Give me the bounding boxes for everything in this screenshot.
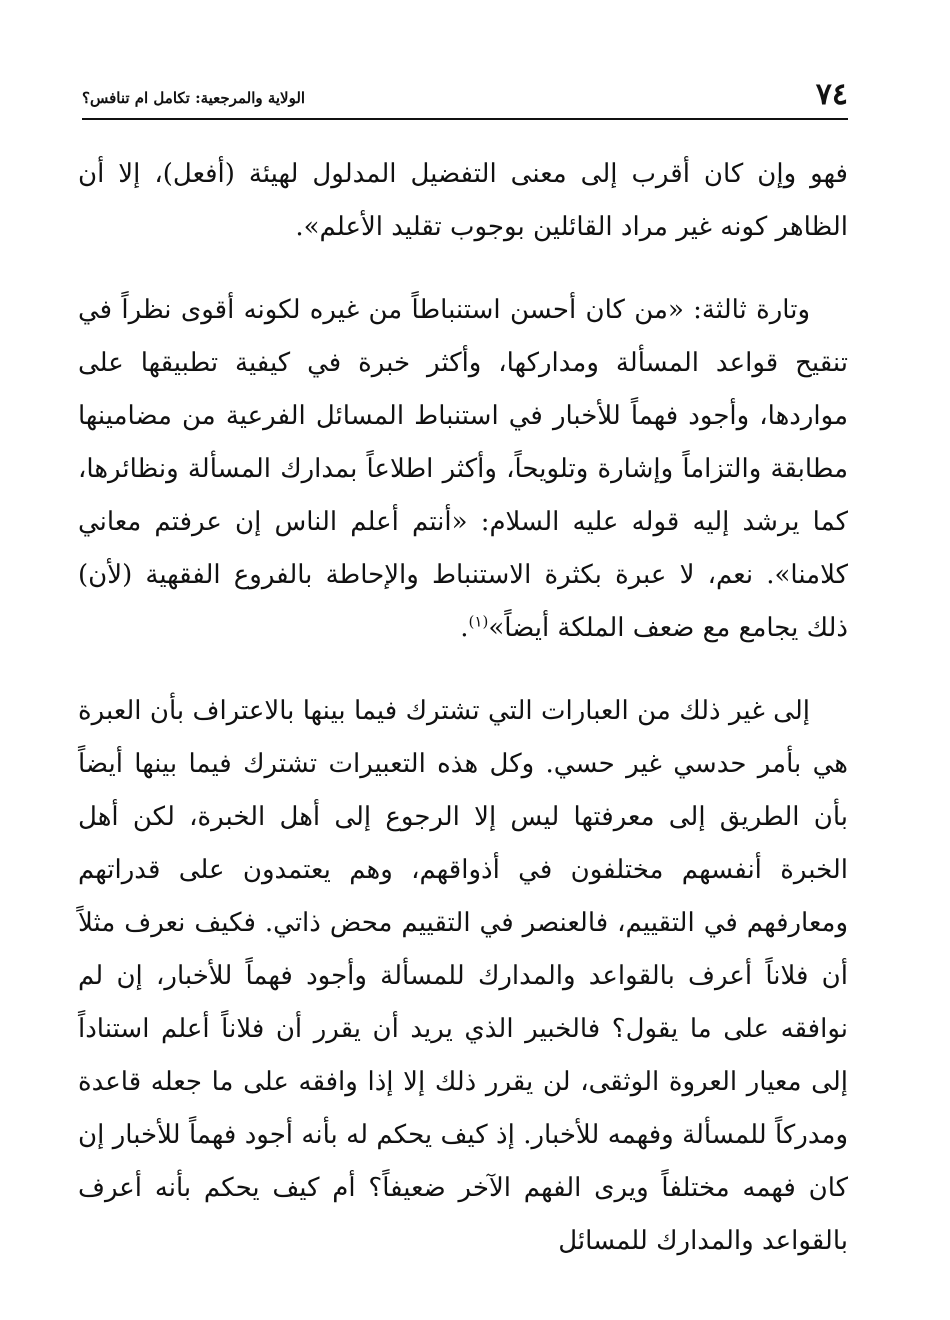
- paragraph-2-end: .: [460, 613, 469, 643]
- paragraph-gap: [78, 254, 848, 284]
- paragraph-1: فهو وإن كان أقرب إلى معنى التفضيل المدلول لهيئة (أفعل)، إلا أن الظاهر كونه غير مراد القائلين بوجوب تقليد الأعلم».: [78, 159, 848, 242]
- paragraph-gap: [78, 655, 848, 685]
- header-divider: [82, 118, 848, 120]
- page-header: [82, 78, 848, 118]
- paragraph-2-text: وتارة ثالثة: «من كان أحسن استنباطاً من غيره لكونه أقوى نظراً في تنقيح قواعد المسألة ومداركها، وأكثر خبرة في كيفية تطبيقها على مواردها، وأجود فهماً للأخبار في استنباط المسائل الفرعية من مضامينها مطابقة والتزاماً وإشارة وتلويحاً، وأكثر اطلاعاً بمدارك المسألة ونظائرها، كما يرشد إليه قوله عليه السلام: «أنتم أعلم الناس إن عرفتم معاني كلامنا». نعم، لا عبرة بكثرة الاستنباط والإحاطة بالفروع الفقهية (لأن) ذلك يجامع مع ضعف الملكة أيضاً»: [78, 295, 848, 643]
- footnote-marker: (١): [468, 612, 489, 631]
- page-number: ٧٤: [815, 77, 848, 112]
- paragraph-3: إلى غير ذلك من العبارات التي تشترك فيما بينها بالاعتراف بأن العبرة هي بأمر حدسي غير حسي. وكل هذه التعبيرات تشترك فيما بينها أيضاً بأن الطريق إلى معرفتها ليس إلا الرجوع إلى أهل الخبرة، لكن أهل الخبرة أنفسهم مختلفون في أذواقهم، وهم يعتمدون على قدراتهم ومعارفهم في التقييم، فالعنصر في التقييم محض ذاتي. فكيف نعرف مثلاً أن فلاناً أعرف بالقواعد والمدارك للمسألة وأجود فهماً للأخبار، إن لم نوافقه على ما يقول؟ فالخبير الذي يريد أن يقرر أن فلاناً أعلم استناداً إلى معيار العروة الوثقى، لن يقرر ذلك إلا إذا وافقه على ما جعله قاعدة ومدركاً للمسألة وفهمه للأخبار. إذ كيف يحكم له بأنه أجود فهماً للأخبار إن كان فهمه مختلفاً ويرى الفهم الآخر ضعيفاً؟ أم كيف يحكم بأنه أعرف بالقواعد والمدارك للمسائل: [78, 696, 848, 1256]
- running-title: الولاية والمرجعية: تكامل ام تنافس؟: [82, 89, 306, 107]
- body-text: [78, 148, 848, 1268]
- paragraph-2: [78, 284, 848, 655]
